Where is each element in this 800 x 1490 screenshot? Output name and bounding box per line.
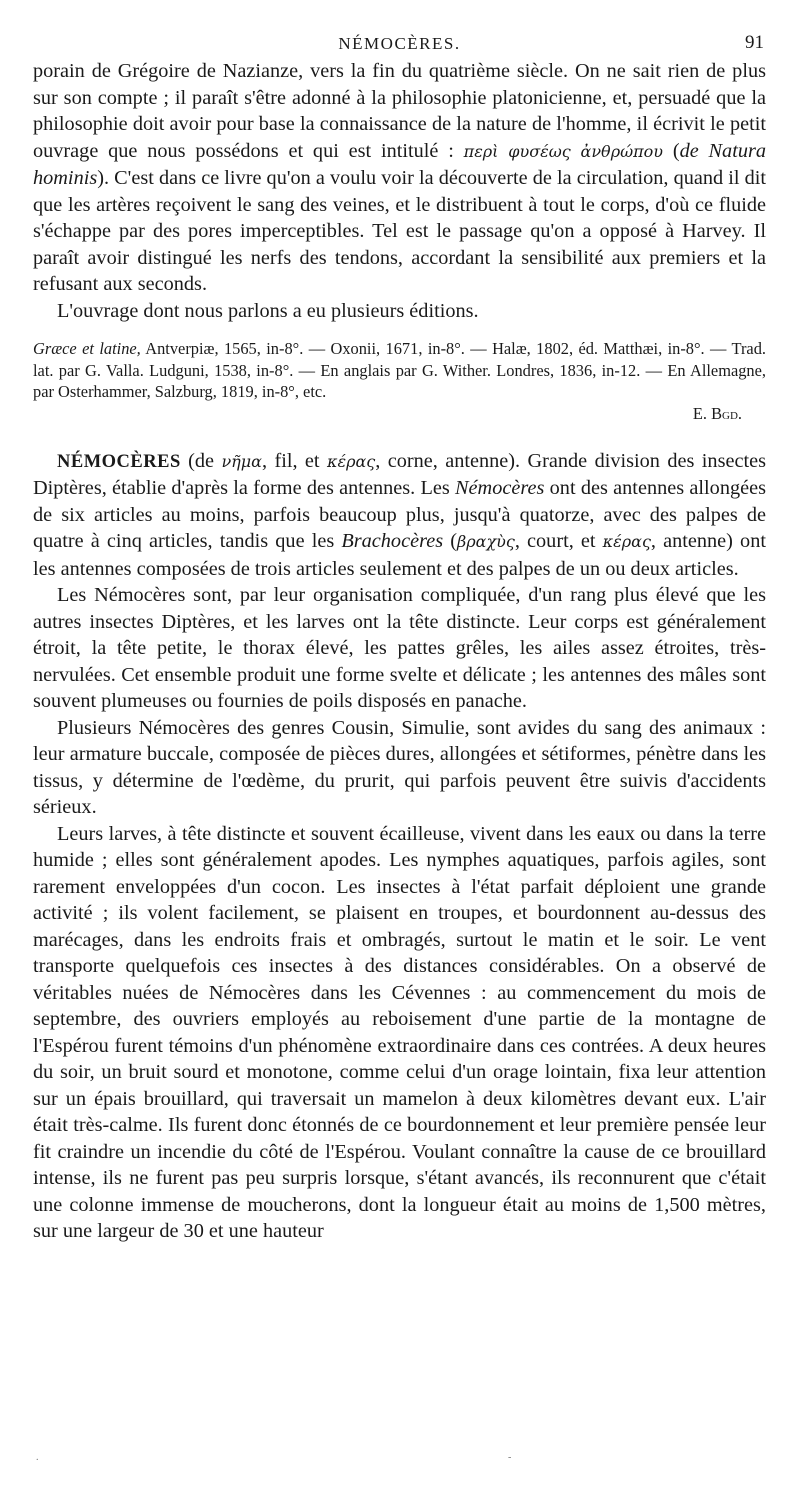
paragraph: Plusieurs Némocères des genres Cousin, Simulie, sont avides du sang des animaux : leur armature buccale, composée de pièces dures, allongées et sétiformes, pénètre dans les tissus, y détermine de l'œdème, du prurit, qui parfois peuvent être suivis d'accidents sérieux.: [33, 716, 766, 818]
text-span: (: [663, 139, 680, 162]
text-span: porain de Grégoire de Nazianze, vers la fin du quatrième siècle. On ne sait rien de plus sur son compte ; il paraît s'être adonné à la philosophie platonicienne, et, persuadé que la philosophie doit avoir pour base la connaissance de la nature de l'homme, il écrivit le petit ouvrage que nous possédons et qui est intitulé :: [33, 60, 766, 162]
italic-term: Némocères: [455, 477, 545, 499]
text-span: (: [443, 530, 457, 552]
greek-word: βραχὺς: [457, 532, 515, 551]
bibliography: [33, 338, 766, 403]
paragraph: [33, 58, 766, 298]
latin-title: de Natura hominis: [33, 139, 767, 189]
text-span: , corne, antenne). Grande division des insectes Diptères, établie d'après la forme des antennes. Les: [33, 449, 766, 499]
page-header: [33, 28, 766, 58]
bibliography-italic: Græce et latine,: [33, 339, 141, 358]
entry-headword: NÉMOCÈRES: [57, 451, 181, 472]
text-span: , fil, et: [261, 449, 327, 472]
text-span: , court, et: [514, 530, 603, 552]
greek-word: κέρας: [326, 451, 376, 471]
article-nemoceres: [33, 448, 766, 1245]
text-span: ). C'est dans ce livre qu'on a voulu voir la découverte de la circulation, quand il dit que les artères reçoivent le sang des veines, et le distribuent à tout le corps, d'où ce fluide s'échappe par des pores imperceptibles. Tel est le passage qu'on a opposé à Harvey. Il paraît avoir distingué les nerfs des tendons, accordant la sensibilité aux premiers et la refusant aux seconds.: [33, 167, 766, 295]
text-span: ont des antennes allongées de six articles au moins, parfois beaucoup plus, jusqu'à quatorze, avec des palpes de quatre à cinq articles, tandis que les: [33, 477, 766, 552]
paragraph: L'ouvrage dont nous parlons a eu plusieurs éditions.: [57, 299, 479, 322]
paragraph: [33, 448, 766, 583]
italic-term: Brachocères: [341, 530, 444, 552]
page-number: 91: [745, 32, 764, 53]
greek-word: κέρας: [602, 532, 651, 551]
article-nemesius: [33, 58, 766, 424]
text-span: , antenne) ont les antennes composées de trois articles seulement et des palpes de un ou deux articles.: [33, 530, 766, 580]
document-page: [33, 28, 766, 1245]
greek-title: περὶ φυσέως ἀνθρώπου: [463, 141, 664, 161]
footer-mark-right: -: [508, 1452, 512, 1463]
running-title: NÉMOCÈRES.: [338, 34, 461, 53]
footer-marks: [36, 1452, 764, 1464]
paragraph: Leurs larves, à tête distincte et souvent écailleuse, vivent dans les eaux ou dans la terre humide ; elles sont généralement apodes. Les nymphes aquatiques, parfois agiles, sont rarement enveloppées d'un cocon. Les insectes à l'état parfait déploient une grande activité ; ils volent facilement, se plaisent en troupes, et bourdonnent au-dessus des marécages, dans les endroits frais et ombragés, surtout le matin et le soir. Le vent transporte quelquefois ces insectes à des distances considérables. On a observé de véritables nuées de Némocères dans les Cévennes : au commencement du mois de septembre, des ouvriers employés au reboisement d'une partie de la montagne de l'Espérou furent témoins d'un phénomène extraordinaire dans ces contrées. A deux heures du soir, un bruit sourd et monotone, comme celui d'un orage lointain, fixa leur attention sur un épais brouillard, qui traversait un mamelon à deux kilomètres devant eux. L'air était très-calme. Ils furent donc étonnés de ce bourdonnement et leur première pensée leur fit craindre un incendie du côté de l'Espérou. Voulant connaître la cause de ce brouillard intense, ils ne furent pas peu surpris lorsque, s'étant avancés, ils reconnurent que c'était une colonne immense de moucherons, dont la longueur était au moins de 1,500 mètres, sur une largeur de 30 et une hauteur: [33, 822, 766, 1242]
bibliography-entry: [33, 338, 766, 403]
text-span: (de: [180, 449, 222, 472]
footer-mark-left: .: [36, 1452, 39, 1463]
bibliography-text: Antverpiæ, 1565, in-8°. — Oxonii, 1671, in-8°. — Halæ, 1802, éd. Matthæi, in-8°. — Trad. lat. par G. Valla. Ludguni, 1538, in-8°. — En anglais par G. Wither. Londres, 1836, in-12. — En Allemagne, par Osterhammer, Salzburg, 1819, in-8°, etc.: [33, 339, 766, 401]
paragraph: Les Némocères sont, par leur organisation compliquée, d'un rang plus élevé que les autres insectes Diptères, et les larves ont la tête distincte. Leur corps est généralement étroit, la tête petite, le thorax élevé, les pattes grêles, les ailes assez étroites, très-nervulées. Cet ensemble produit une forme svelte et délicate ; les antennes des mâles sont souvent plumeuses ou fournies de poils disposés en panache.: [33, 584, 766, 712]
author-signature: E. Bgd.: [692, 403, 742, 423]
greek-word: νῆμα: [221, 451, 262, 471]
